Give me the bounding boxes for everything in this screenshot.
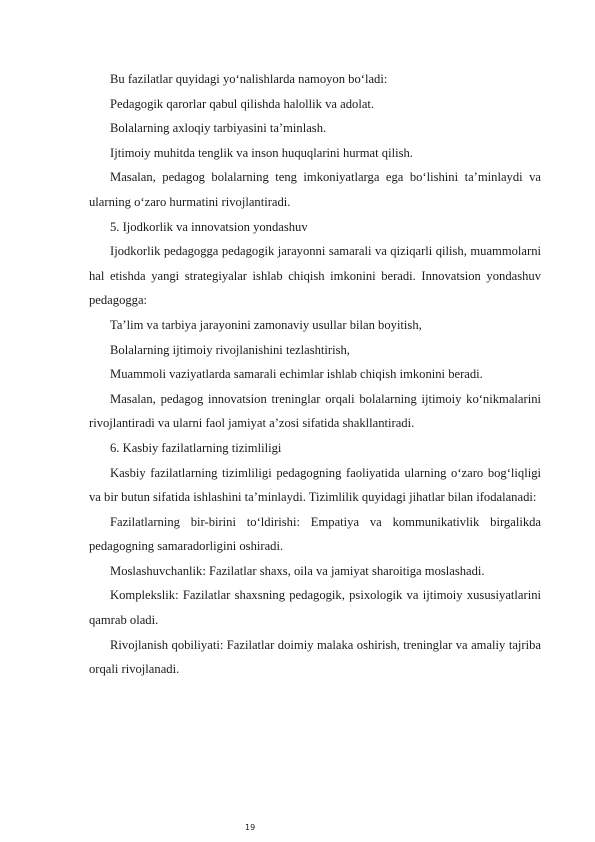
paragraph: Masalan, pedagog innovatsion treninglar orqali bolalarning ijtimoiy ko‘nikmalarini rivojlantiradi va ularni faol jamiyat a’zosi sifatida shakllantiradi. <box>89 391 541 431</box>
section-heading: 6. Kasbiy fazilatlarning tizimliligi <box>110 440 282 455</box>
paragraph: Ijodkorlik pedagogga pedagogik jarayonni samarali va qiziqarli qilish, muammolarni hal etishda yangi strategiyalar ishlab chiqish imkonini beradi. Innovatsion yondashuv pedagogga: <box>89 244 541 308</box>
paragraph: Bu fazilatlar quyidagi yo‘nalishlarda namoyon bo‘ladi: <box>110 72 388 86</box>
section-heading: 5. Ijodkorlik va innovatsion yondashuv <box>110 219 308 234</box>
paragraph: Fazilatlarning bir-birini to‘ldirishi: Empatiya va kommunikativlik birgalikda pedagogning samaradorligini oshiradi. <box>89 514 541 554</box>
page-number: 19 <box>245 823 256 832</box>
paragraph: Moslashuvchanlik: Fazilatlar shaxs, oila va jamiyat sharoitiga moslashadi. <box>110 563 485 578</box>
paragraph: Rivojlanish qobiliyati: Fazilatlar doimiy malaka oshirish, treninglar va amaliy tajriba orqali rivojlanadi. <box>89 637 541 677</box>
paragraph: Bolalarning axloqiy tarbiyasini ta’minlash. <box>110 121 327 136</box>
paragraph: Ijtimoiy muhitda tenglik va inson huquqlarini hurmat qilish. <box>110 145 413 160</box>
paragraph: Bolalarning ijtimoiy rivojlanishini tezlashtirish, <box>110 342 350 357</box>
paragraph: Komplekslik: Fazilatlar shaxsning pedagogik, psixologik va ijtimoiy xususiyatlarini qamrab oladi. <box>89 588 541 628</box>
body-text <box>89 67 541 682</box>
paragraph: Pedagogik qarorlar qabul qilishda halollik va adolat. <box>110 96 375 111</box>
paragraph: Muammoli vaziyatlarda samarali echimlar ishlab chiqish imkonini beradi. <box>110 367 483 382</box>
paragraph: Masalan, pedagog bolalarning teng imkoniyatlarga ega bo‘lishini ta’minlaydi va ularning o‘zaro hurmatini rivojlantiradi. <box>89 170 541 209</box>
paragraph: Kasbiy fazilatlarning tizimliligi pedagogning faoliyatida ularning o‘zaro bog‘liqligi va bir butun sifatida ishlashini ta’minlaydi. Tizimlilik quyidagi jihatlar bilan ifodalanadi: <box>89 465 541 505</box>
paragraph: Ta’lim va tarbiya jarayonini zamonaviy usullar bilan boyitish, <box>110 317 422 332</box>
